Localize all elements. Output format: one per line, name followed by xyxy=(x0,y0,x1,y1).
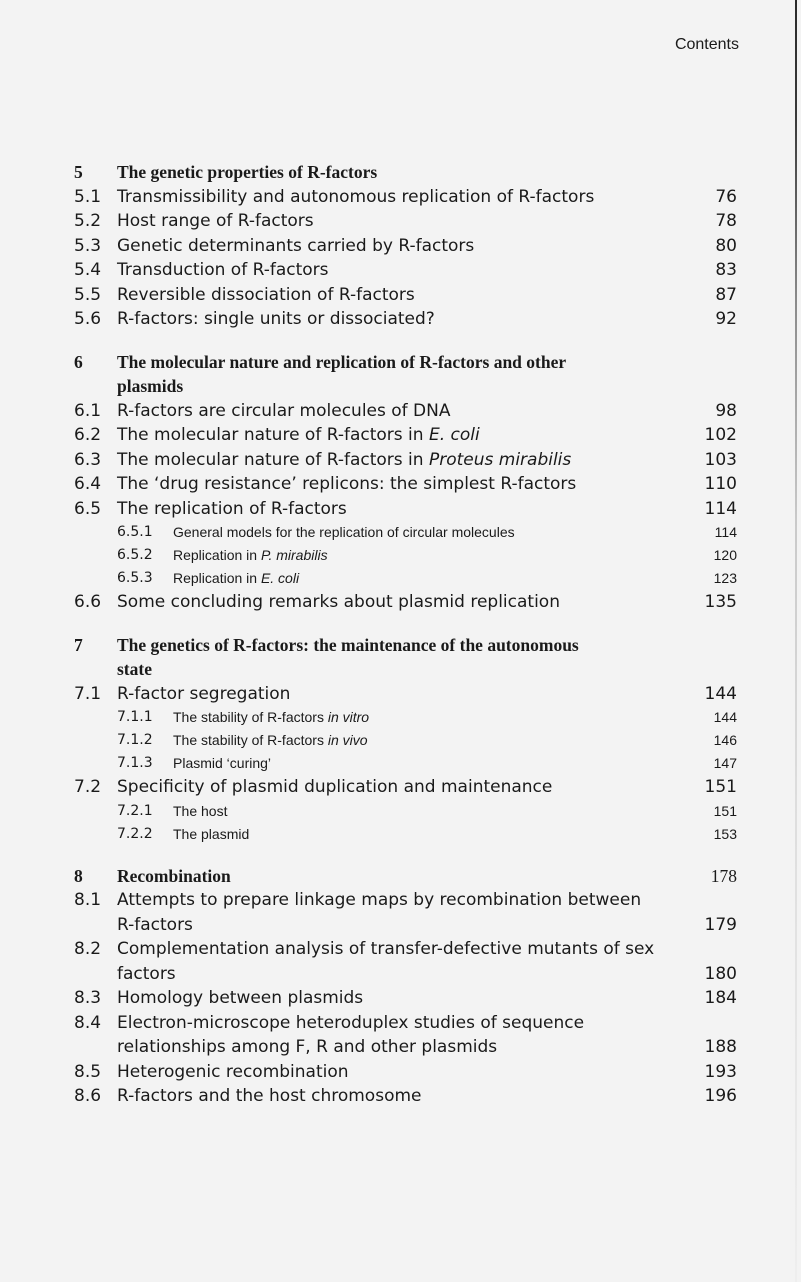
section-title: Specificity of plasmid duplication and maintenance xyxy=(117,777,553,797)
page-number: 196 xyxy=(704,1086,737,1106)
toc-entry xyxy=(0,1060,801,1085)
page-number: 114 xyxy=(704,498,737,519)
toc-entry xyxy=(0,497,801,522)
section-number: 8.4 xyxy=(74,1012,102,1033)
table-of-contents xyxy=(0,160,801,1127)
toc-entry xyxy=(0,472,801,497)
chapter-title: The genetic properties of R-factors xyxy=(117,162,378,182)
page-number: 87 xyxy=(715,284,737,305)
section-title: Host range of R-factors xyxy=(117,211,314,231)
chapter-heading-continued xyxy=(0,374,801,399)
subsection-title-italic: E. coli xyxy=(260,570,300,586)
toc-entry xyxy=(0,258,801,283)
chapter-number: 6 xyxy=(74,351,83,372)
toc-entry xyxy=(0,423,801,448)
subsection-number: 6.5.1 xyxy=(117,524,153,540)
toc-subentry xyxy=(0,706,801,729)
page-number: 114 xyxy=(714,524,737,540)
toc-entry xyxy=(0,590,801,615)
section-number: 5.5 xyxy=(74,284,102,305)
section-title: The replication of R-factors xyxy=(117,498,347,519)
subsection-title: The plasmid xyxy=(173,825,250,842)
subsection-title-text: The stability of R-factors xyxy=(173,732,328,748)
subsection-title-text: Replication in xyxy=(173,547,261,563)
toc-entry xyxy=(0,307,801,332)
section-title: Transduction of R-factors xyxy=(117,260,329,280)
chapter-8 xyxy=(0,864,801,1109)
subsection-title-text: Replication in xyxy=(173,570,261,586)
toc-subentry xyxy=(0,823,801,846)
section-number: 6.6 xyxy=(74,592,102,612)
subsection-number: 7.2.1 xyxy=(117,802,153,819)
section-number: 8.1 xyxy=(74,890,102,910)
section-title: R-factors and the host chromosome xyxy=(117,1086,422,1106)
chapter-heading-continued xyxy=(0,657,801,682)
chapter-5 xyxy=(0,160,801,332)
page-number: 147 xyxy=(713,755,737,771)
running-head: Contents xyxy=(674,36,739,53)
section-title: Homology between plasmids xyxy=(117,988,364,1008)
page-number: 188 xyxy=(704,1037,737,1057)
page-number: 179 xyxy=(704,914,737,935)
page-number: 153 xyxy=(713,825,737,842)
toc-entry xyxy=(0,1084,801,1109)
chapter-7 xyxy=(0,633,801,846)
chapter-number: 5 xyxy=(74,162,83,182)
subsection-title-italic: in vitro xyxy=(327,709,370,725)
section-number: 6.5 xyxy=(74,498,102,519)
page-number: 151 xyxy=(704,777,737,797)
section-number: 6.3 xyxy=(74,449,102,470)
chapter-heading xyxy=(0,864,801,889)
subsection-title xyxy=(173,544,733,567)
section-title: Transmissibility and autonomous replication of R-factors xyxy=(117,186,595,207)
section-title-text: The molecular nature of R-factors in xyxy=(117,449,429,470)
chapter-title-line2: plasmids xyxy=(117,376,184,396)
subsection-title-italic: P. mirabilis xyxy=(260,547,328,563)
section-title: Reversible dissociation of R-factors xyxy=(117,284,415,305)
section-title: Attempts to prepare linkage maps by recombination between xyxy=(117,890,642,910)
toc-subentry xyxy=(0,521,801,544)
section-title: Heterogenic recombination xyxy=(117,1061,349,1082)
section-number: 7.1 xyxy=(74,683,102,704)
toc-entry xyxy=(0,234,801,259)
subsection-number: 7.2.2 xyxy=(117,825,153,842)
subsection-title-italic: in vivo xyxy=(327,732,368,748)
toc-entry xyxy=(0,682,801,707)
toc-entry xyxy=(0,448,801,473)
section-title: R-factors are circular molecules of DNA xyxy=(117,400,451,421)
chapter-title: Recombination xyxy=(117,865,231,886)
page-number: 180 xyxy=(704,963,737,984)
chapter-heading xyxy=(0,633,801,658)
page-number: 193 xyxy=(704,1061,737,1082)
page-number: 123 xyxy=(713,570,737,586)
subsection-title: The host xyxy=(173,802,228,819)
section-title: R-factors: single units or dissociated? xyxy=(117,309,435,329)
page-number: 144 xyxy=(704,683,737,704)
chapter-title: The genetics of R-factors: the maintenance of the autonomous xyxy=(117,634,579,655)
toc-subentry xyxy=(0,800,801,823)
section-number: 6.1 xyxy=(74,400,102,421)
chapter-title: The molecular nature and replication of R-factors and other xyxy=(117,351,567,372)
toc-entry xyxy=(0,888,801,913)
toc-subentry xyxy=(0,544,801,567)
section-title-line2: R-factors xyxy=(117,914,193,935)
chapter-heading xyxy=(0,350,801,375)
page-number: 76 xyxy=(715,186,737,207)
chapter-number: 7 xyxy=(74,634,83,655)
subsection-number: 7.1.1 xyxy=(117,709,153,725)
page-number: 146 xyxy=(713,732,737,748)
toc-entry-continued xyxy=(0,913,801,938)
page-number: 120 xyxy=(713,547,737,563)
chapter-title-line2: state xyxy=(117,659,152,679)
section-title: Electron-microscope heteroduplex studies of sequence xyxy=(117,1012,585,1033)
page-number: 151 xyxy=(713,802,737,819)
section-number: 6.4 xyxy=(74,474,102,494)
page-number: 110 xyxy=(704,474,737,494)
toc-entry xyxy=(0,185,801,210)
toc-entry xyxy=(0,986,801,1011)
toc-subentry xyxy=(0,752,801,775)
subsection-title xyxy=(173,729,733,752)
subsection-title-text: The stability of R-factors xyxy=(173,709,328,725)
subsection-number: 7.1.2 xyxy=(117,732,153,748)
section-title-text: The molecular nature of R-factors in xyxy=(117,425,429,445)
toc-entry xyxy=(0,399,801,424)
section-title: R-factor segregation xyxy=(117,683,291,704)
section-number: 7.2 xyxy=(74,777,102,797)
section-title: The ‘drug resistance’ replicons: the simplest R-factors xyxy=(117,474,577,494)
page-number: 103 xyxy=(704,449,737,470)
section-number: 5.2 xyxy=(74,211,102,231)
page-number: 78 xyxy=(715,211,737,231)
toc-entry-continued xyxy=(0,1035,801,1060)
toc-entry xyxy=(0,209,801,234)
toc-subentry xyxy=(0,567,801,590)
toc-entry xyxy=(0,775,801,800)
section-title-line2: factors xyxy=(117,963,176,984)
chapter-number: 8 xyxy=(74,865,83,886)
toc-entry xyxy=(0,1011,801,1036)
subsection-title xyxy=(173,706,733,729)
section-number: 5.4 xyxy=(74,260,102,280)
section-title-italic: E. coli xyxy=(428,425,480,445)
page-number: 83 xyxy=(715,260,737,280)
toc-entry xyxy=(0,937,801,962)
page-number: 144 xyxy=(713,709,737,725)
toc-subentry xyxy=(0,729,801,752)
section-title xyxy=(117,423,677,448)
page-number: 80 xyxy=(715,235,737,256)
subsection-number: 7.1.3 xyxy=(117,755,153,771)
section-title: Genetic determinants carried by R-factors xyxy=(117,235,475,256)
page-number: 102 xyxy=(704,425,737,445)
section-number: 5.6 xyxy=(74,309,102,329)
subsection-title: General models for the replication of circular molecules xyxy=(173,524,515,540)
section-number: 8.3 xyxy=(74,988,102,1008)
section-number: 5.1 xyxy=(74,186,102,207)
page-number: 178 xyxy=(710,865,737,886)
section-title xyxy=(117,448,677,473)
section-number: 8.6 xyxy=(74,1086,102,1106)
section-title-italic: Proteus mirabilis xyxy=(428,449,572,470)
subsection-number: 6.5.2 xyxy=(117,547,153,563)
section-title: Some concluding remarks about plasmid replication xyxy=(117,592,560,612)
section-title: Complementation analysis of transfer-defective mutants of sex xyxy=(117,939,655,959)
subsection-number: 6.5.3 xyxy=(117,570,153,586)
chapter-heading xyxy=(0,160,801,185)
chapter-6 xyxy=(0,350,801,615)
section-number: 6.2 xyxy=(74,425,102,445)
section-number: 8.5 xyxy=(74,1061,102,1082)
toc-entry xyxy=(0,283,801,308)
toc-entry-continued xyxy=(0,962,801,987)
section-number: 5.3 xyxy=(74,235,102,256)
subsection-title xyxy=(173,567,733,590)
section-title-line2: relationships among F, R and other plasmids xyxy=(117,1037,498,1057)
subsection-title: Plasmid ‘curing’ xyxy=(173,755,272,771)
page-number: 92 xyxy=(715,309,737,329)
page-number: 98 xyxy=(715,400,737,421)
page-number: 135 xyxy=(704,592,737,612)
section-number: 8.2 xyxy=(74,939,102,959)
page-number: 184 xyxy=(704,988,737,1008)
